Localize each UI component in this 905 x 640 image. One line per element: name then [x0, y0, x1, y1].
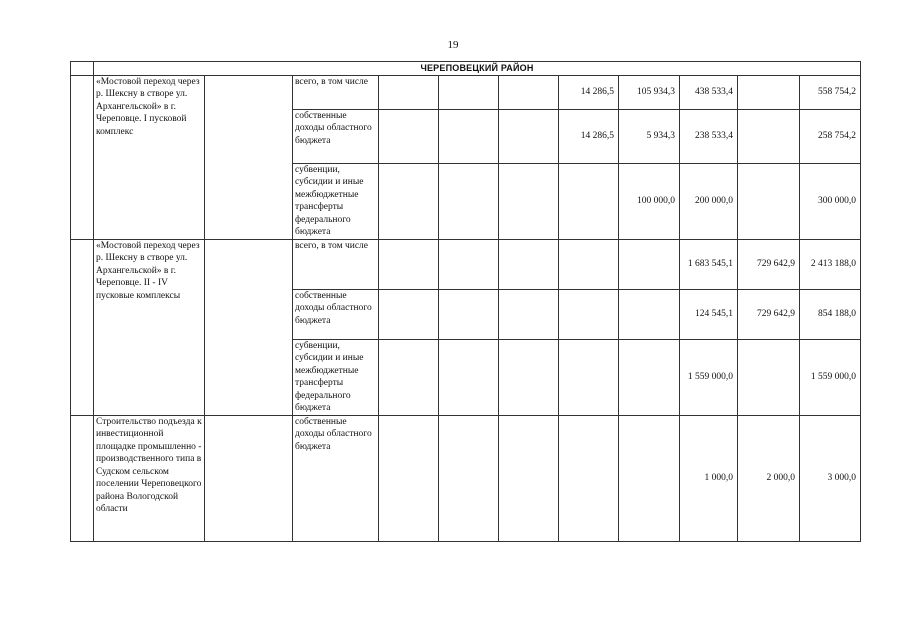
- total-cell: 558 754,2: [800, 75, 861, 109]
- table-cell: [439, 289, 499, 339]
- table-cell: [205, 415, 293, 541]
- value-cell: [559, 239, 619, 289]
- district-header-row: [71, 62, 861, 76]
- total-cell: 854 188,0: [800, 289, 861, 339]
- value-cell: [559, 415, 619, 541]
- table-cell: [499, 239, 559, 289]
- total-cell: 300 000,0: [800, 163, 861, 239]
- value-cell: 1 000,0: [680, 415, 738, 541]
- value-cell: 729 642,9: [738, 239, 800, 289]
- funding-source: всего, в том числе: [293, 239, 379, 289]
- value-cell: 14 286,5: [559, 75, 619, 109]
- table-cell: [71, 75, 94, 239]
- value-cell: [738, 339, 800, 415]
- table-cell: [499, 415, 559, 541]
- funding-source: субвенции, субсидии и иные межбюджетные трансферты федерального бюджета: [293, 163, 379, 239]
- table-cell: [379, 75, 439, 109]
- budget-table: [70, 61, 861, 542]
- table-row: [71, 75, 861, 109]
- table-cell: [499, 109, 559, 163]
- table-cell: [439, 109, 499, 163]
- table-cell: [439, 75, 499, 109]
- table-cell: [379, 415, 439, 541]
- value-cell: 1 559 000,0: [680, 339, 738, 415]
- project-name: «Мостовой переход через р. Шексну в створе ул. Архангельской» в г. Череповце. II - IV пусковые комплексы: [94, 239, 205, 415]
- value-cell: 238 533,4: [680, 109, 738, 163]
- table-cell: [71, 415, 94, 541]
- table-cell: [379, 339, 439, 415]
- value-cell: 438 533,4: [680, 75, 738, 109]
- table-row: [71, 239, 861, 289]
- value-cell: 729 642,9: [738, 289, 800, 339]
- funding-source: всего, в том числе: [293, 75, 379, 109]
- district-title: ЧЕРЕПОВЕЦКИЙ РАЙОН: [94, 62, 861, 76]
- value-cell: [559, 163, 619, 239]
- total-cell: 2 413 188,0: [800, 239, 861, 289]
- table-row: [71, 415, 861, 541]
- table-cell: [439, 415, 499, 541]
- value-cell: [619, 415, 680, 541]
- value-cell: 100 000,0: [619, 163, 680, 239]
- table-cell: [379, 109, 439, 163]
- table-cell: [205, 239, 293, 415]
- table-cell: [205, 75, 293, 239]
- table-cell: [439, 239, 499, 289]
- project-name: Строительство подъезда к инвестиционной площадке промышленно - производственного типа в Судском сельском поселении Череповецкого района Вологодской области: [94, 415, 205, 541]
- funding-source: собственные доходы областного бюджета: [293, 109, 379, 163]
- table-cell: [499, 163, 559, 239]
- value-cell: [738, 163, 800, 239]
- total-cell: 3 000,0: [800, 415, 861, 541]
- value-cell: [738, 75, 800, 109]
- table-cell: [379, 289, 439, 339]
- value-cell: 14 286,5: [559, 109, 619, 163]
- value-cell: 200 000,0: [680, 163, 738, 239]
- funding-source: субвенции, субсидии и иные межбюджетные трансферты федерального бюджета: [293, 339, 379, 415]
- value-cell: [619, 339, 680, 415]
- table-cell: [71, 62, 94, 76]
- value-cell: 124 545,1: [680, 289, 738, 339]
- value-cell: 105 934,3: [619, 75, 680, 109]
- table-cell: [379, 239, 439, 289]
- project-name: «Мостовой переход через р. Шексну в створе ул. Архангельской» в г. Череповце. I пусковой комплекс: [94, 75, 205, 239]
- value-cell: 2 000,0: [738, 415, 800, 541]
- table-cell: [499, 75, 559, 109]
- table-cell: [499, 339, 559, 415]
- value-cell: [738, 109, 800, 163]
- total-cell: 1 559 000,0: [800, 339, 861, 415]
- total-cell: 258 754,2: [800, 109, 861, 163]
- table-cell: [439, 339, 499, 415]
- funding-source: собственные доходы областного бюджета: [293, 289, 379, 339]
- value-cell: 1 683 545,1: [680, 239, 738, 289]
- page-number: 19: [447, 39, 459, 51]
- value-cell: [559, 339, 619, 415]
- table-cell: [71, 239, 94, 415]
- value-cell: 5 934,3: [619, 109, 680, 163]
- table-cell: [379, 163, 439, 239]
- funding-source: собственные доходы областного бюджета: [293, 415, 379, 541]
- table-cell: [499, 289, 559, 339]
- value-cell: [619, 239, 680, 289]
- table-cell: [439, 163, 499, 239]
- value-cell: [559, 289, 619, 339]
- value-cell: [619, 289, 680, 339]
